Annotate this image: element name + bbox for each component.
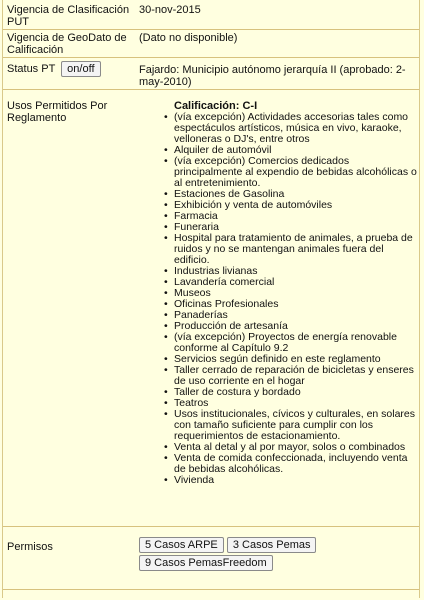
status-toggle-button[interactable]: on/off (61, 61, 100, 77)
row-divider (3, 89, 419, 90)
vigencia-geodato-label: Vigencia de GeoDato de Calificación (7, 32, 127, 56)
vigencia-put-label: Vigencia de Clasificación PUT (7, 4, 130, 28)
uso-item: • Producción de artesanía (174, 321, 420, 332)
uso-item: • Exhibición y venta de automóviles (174, 200, 420, 211)
row-divider (3, 589, 419, 590)
usos-permitidos-section (174, 100, 420, 486)
row-divider (3, 526, 419, 527)
usos-permitidos-label: Usos Permitidos Por Reglamento (7, 100, 108, 124)
status-pt-label: Status PT (7, 62, 56, 75)
uso-item: • Estaciones de Gasolina (174, 189, 420, 200)
uso-item: • Funeraria (174, 222, 420, 233)
uso-item: • Taller de costura y bordado (174, 387, 420, 398)
uso-item: • Farmacia (174, 211, 420, 222)
vigencia-geodato-value: (Dato no disponible) (139, 32, 238, 44)
permisos-label: Permisos (7, 541, 53, 553)
casos-pemas-button[interactable]: 3 Casos Pemas (227, 537, 317, 553)
uso-item: • Venta al detal y al por mayor, solos o combinados (174, 442, 420, 453)
uso-item: • Panaderías (174, 310, 420, 321)
uso-item: • (vía excepción) Proyectos de energía renovable conforme al Capítulo 9.2 (174, 332, 420, 354)
permisos-buttons (139, 537, 379, 571)
uso-item: • Alquiler de automóvil (174, 145, 420, 156)
usos-list (174, 112, 420, 486)
uso-item: • Hospital para tratamiento de animales, a prueba de ruidos y no se mantengan animales fuera del edificio. (174, 233, 420, 266)
uso-item: • (vía excepción) Actividades accesorias tales como espectáculos artísticos, música en vivo, karaoke, velloneras o DJ's, entre otros (174, 112, 420, 145)
casos-arpe-button[interactable]: 5 Casos ARPE (139, 537, 224, 553)
uso-item: • Oficinas Profesionales (174, 299, 420, 310)
uso-item: • Taller cerrado de reparación de bicicletas y enseres de uso corriente en el hogar (174, 365, 420, 387)
property-info-panel (2, 0, 420, 598)
uso-item: • Servicios según definido en este reglamento (174, 354, 420, 365)
uso-item: • (vía excepción) Comercios dedicados principalmente al expendio de bebidas alcohólicas o al entretenimiento. (174, 156, 420, 189)
status-pt-value: Fajardo: Municipio autónomo jerarquía II (aprobado: 2-may-2010) (139, 64, 406, 88)
uso-item: • Venta de comida confeccionada, incluyendo venta de bebidas alcohólicas. (174, 453, 420, 475)
row-divider (3, 57, 419, 58)
uso-item: • Vivienda (174, 475, 420, 486)
uso-item: • Industrias livianas (174, 266, 420, 277)
uso-item: • Museos (174, 288, 420, 299)
casos-pemasfreedom-button[interactable]: 9 Casos PemasFreedom (139, 555, 273, 571)
uso-item: • Usos institucionales, cívicos y culturales, en solares con tamaño suficiente para cumplir con los requerimientos de estacionamiento. (174, 409, 420, 442)
vigencia-put-value: 30-nov-2015 (139, 4, 201, 16)
calificacion-heading: Calificación: C-I (174, 100, 258, 112)
uso-item: • Lavandería comercial (174, 277, 420, 288)
status-pt-row (7, 61, 101, 77)
uso-item: • Teatros (174, 398, 420, 409)
row-divider (3, 29, 419, 30)
